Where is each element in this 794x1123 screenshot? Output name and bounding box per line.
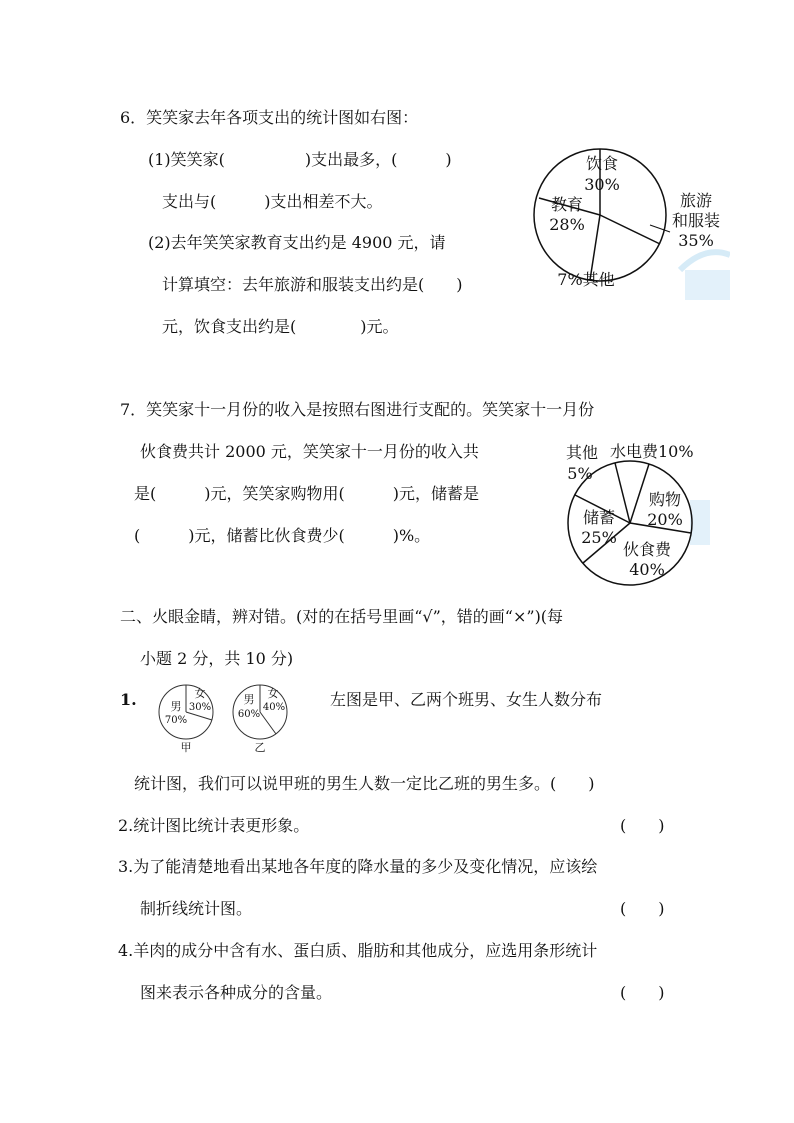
q6-pie-pct-food: 30% — [584, 175, 620, 194]
q6-title: 6．笑笑家去年各项支出的统计图如右图： — [120, 108, 419, 127]
tf-q4-text: 4.羊肉的成分中含有水、蛋白质、脂肪和其他成分，应选用条形统计 — [118, 941, 598, 960]
q7-pie-pct-save: 25% — [581, 528, 617, 547]
q6-line5: 元，饮食支出约是( )元。 — [162, 317, 399, 336]
q6-pie-pct-travel: 35% — [678, 231, 714, 250]
q6-pie-label-food: 饮食 — [585, 154, 619, 173]
q6-line4: 计算填空：去年旅游和服装支出约是( ) — [162, 275, 463, 294]
tf-q4-text-cont: 图来表示各种成分的含量。 — [140, 983, 333, 1002]
section2-heading-cont: 小题 2 分，共 10 分) — [140, 649, 294, 668]
svg-text:30%: 30% — [188, 702, 212, 713]
q6-pie-label-travel: 旅游 — [679, 191, 713, 210]
svg-text:70%: 70% — [164, 715, 188, 726]
tf-q2-text: 2.统计图比统计表更形象。 — [118, 816, 310, 835]
class-a-gender-pie — [155, 680, 219, 756]
svg-text:40%: 40% — [262, 702, 286, 713]
q7-line2: 伙食费共计 2000 元，笑笑家十一月份的收入共 — [140, 442, 479, 461]
q6-line2: 支出与( )支出相差不大。 — [162, 192, 383, 211]
q7-pie-pct-other: 5% — [567, 464, 593, 483]
q7-line3: 是( )元，笑笑家购物用( )元，储蓄是 — [134, 484, 479, 503]
tf-q4-answer-bracket[interactable]: ( ) — [620, 983, 665, 1002]
tf-q3-text: 3.为了能清楚地看出某地各年度的降水量的多少及变化情况，应该绘 — [118, 857, 598, 876]
q6-pie-label-other: 7%其他 — [557, 270, 615, 289]
svg-text:60%: 60% — [237, 709, 261, 720]
tf-q3-text-cont: 制折线统计图。 — [140, 899, 253, 918]
svg-text:女: 女 — [194, 687, 206, 700]
q7-pie-label-other: 其他 — [565, 443, 599, 462]
class-b-label: 乙 — [254, 741, 266, 754]
svg-text:男: 男 — [170, 700, 182, 713]
q6-line3: (2)去年笑笑家教育支出约是 4900 元，请 — [148, 233, 446, 252]
q7-pie-label-utility: 水电费10% — [610, 442, 694, 461]
q6-pie-divider — [600, 215, 660, 244]
tf-q1-number: 1. — [120, 690, 137, 709]
q7-pie-pct-food: 40% — [629, 560, 665, 579]
q7-pie-pct-shop: 20% — [647, 510, 683, 529]
q6-pie-pct-edu: 28% — [549, 215, 585, 234]
q7-line4: ( )元，储蓄比伙食费少( )%。 — [134, 526, 431, 545]
q7-line1: 7．笑笑家十一月份的收入是按照右图进行支配的。笑笑家十一月份 — [120, 400, 595, 419]
tf-q1-text: 左图是甲、乙两个班男、女生人数分布 — [330, 690, 603, 709]
q6-pie-label-travel2: 和服装 — [671, 211, 721, 230]
q7-pie-label-shop: 购物 — [648, 490, 682, 509]
tf-q3-answer-bracket[interactable]: ( ) — [620, 899, 665, 918]
q6-expense-pie-chart — [530, 140, 730, 300]
class-a-label: 甲 — [180, 741, 192, 754]
tf-q1-text-cont: 统计图，我们可以说甲班的男生人数一定比乙班的男生多。( ) — [134, 774, 595, 793]
q7-pie-divider — [615, 463, 630, 523]
class-b-gender-pie — [229, 680, 293, 756]
q7-pie-divider — [630, 464, 649, 523]
q7-pie-label-food: 伙食费 — [622, 540, 672, 559]
svg-text:女: 女 — [267, 687, 279, 700]
section2-heading: 二、火眼金睛，辨对错。(对的在括号里画“√”，错的画“×”)(每 — [120, 607, 564, 626]
svg-text:男: 男 — [243, 693, 255, 706]
q6-line1: (1)笑笑家( )支出最多，( ) — [148, 150, 452, 169]
tf-q2-answer-bracket[interactable]: ( ) — [620, 816, 665, 835]
q7-income-pie-chart — [555, 435, 715, 595]
q6-pie-label-edu: 教育 — [550, 195, 584, 214]
q7-pie-label-save: 储蓄 — [582, 508, 616, 527]
